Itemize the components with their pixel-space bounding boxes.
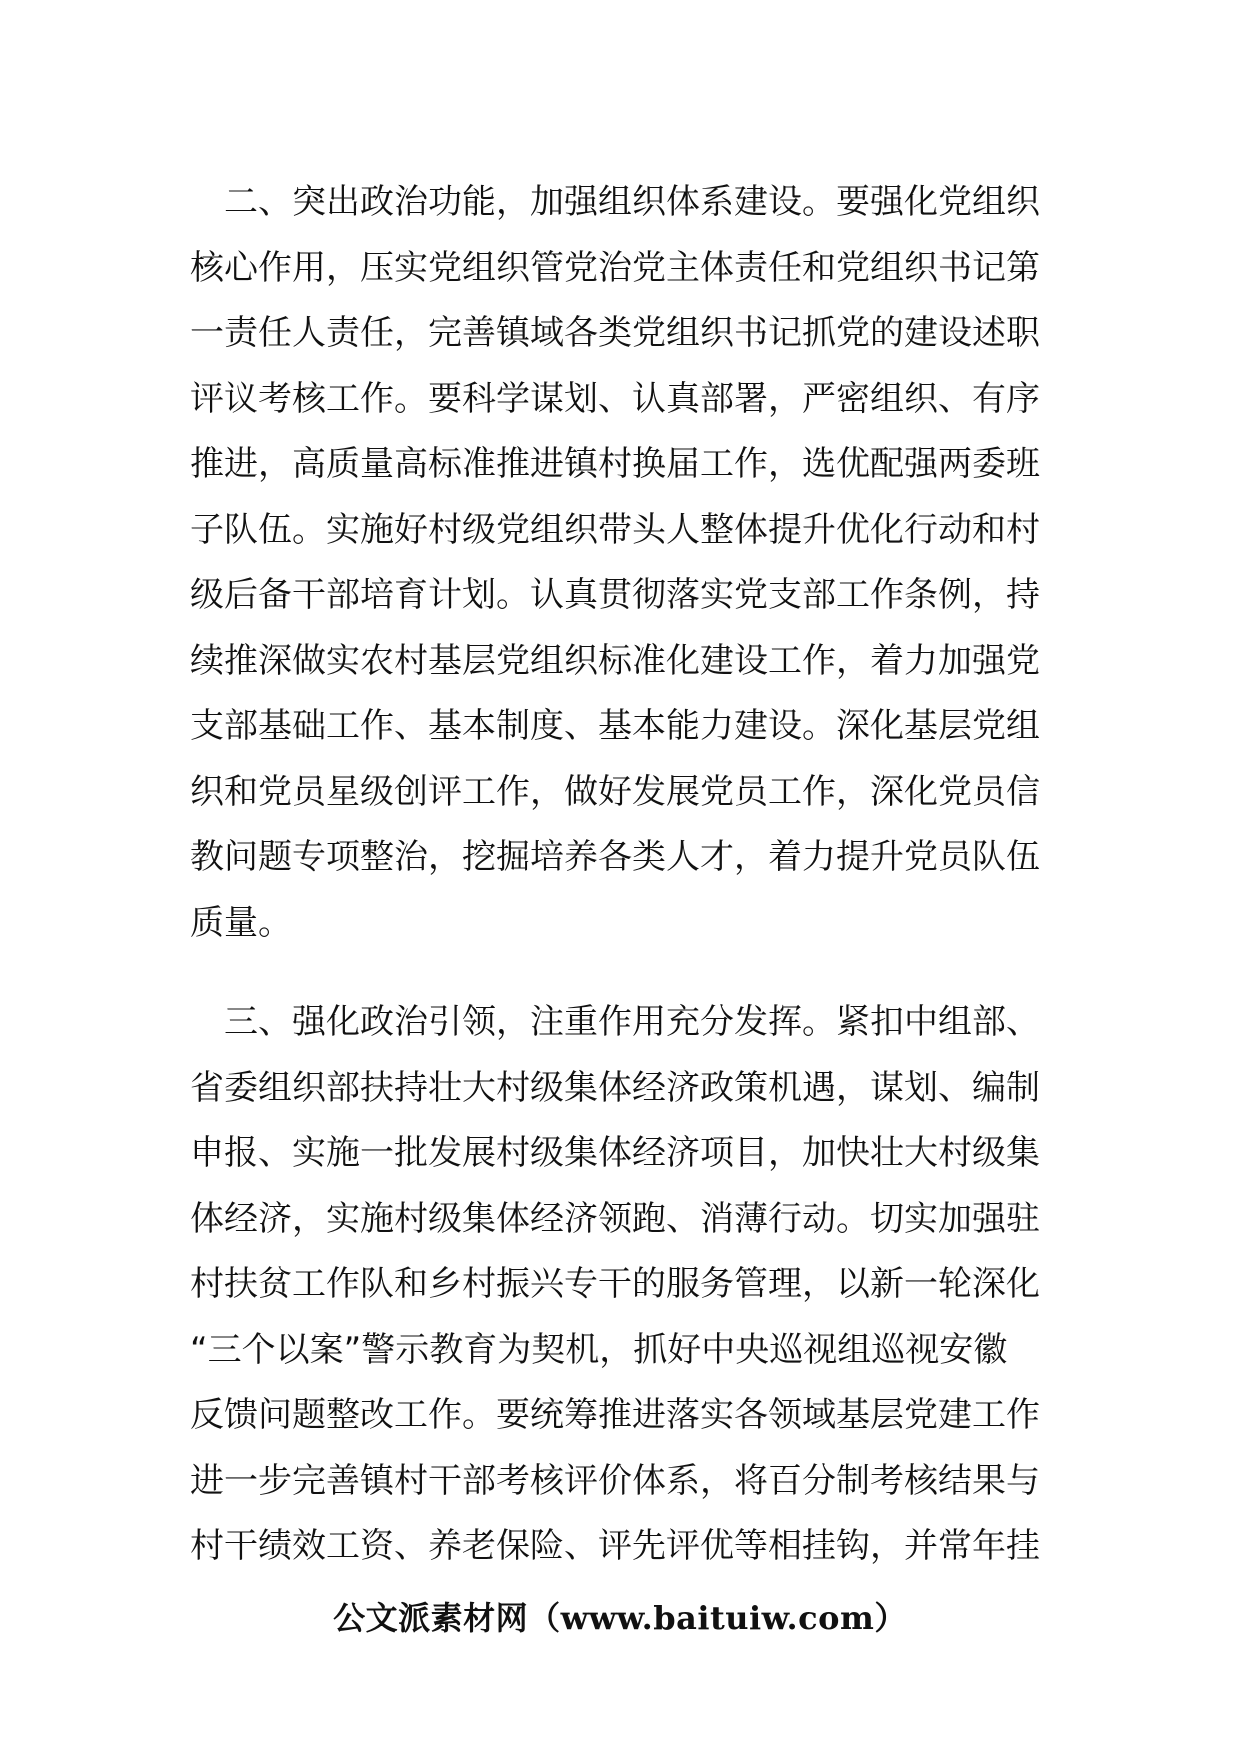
text-line: 反馈问题整改工作。要统筹推进落实各领域基层党建工作 bbox=[190, 1395, 1040, 1435]
text-line: 织和党员星级创评工作，做好发展党员工作，深化党员信 bbox=[190, 771, 1040, 812]
text-line: 一责任人责任，完善镇域各类党组织书记抓党的建设述职 bbox=[190, 313, 1040, 353]
text-line: 推进，高质量高标准推进镇村换届工作，选优配强两委班 bbox=[190, 444, 1040, 484]
text-line: “三个以案”警示教育为契机，抓好中央巡视组巡视安徽 bbox=[190, 1329, 1008, 1370]
text-line: 核心作用，压实党组织管党治党主体责任和党组织书记第 bbox=[190, 247, 1040, 288]
text-line: 村干绩效工资、养老保险、评先评优等相挂钩，并常年挂 bbox=[190, 1526, 1040, 1566]
text-line: 体经济，实施村级集体经济领跑、消薄行动。切实加强驻 bbox=[190, 1198, 1040, 1239]
page-footer: 公文派素材网（www.baituiw.com） bbox=[333, 1599, 907, 1637]
text-line: 评议考核工作。要科学谋划、认真部署，严密组织、有序 bbox=[190, 378, 1040, 419]
text-line: 支部基础工作、基本制度、基本能力建设。深化基层党组 bbox=[190, 706, 1040, 746]
text-line: 省委组织部扶持壮大村级集体经济政策机遇，谋划、编制 bbox=[190, 1067, 1040, 1108]
paragraph-2 bbox=[190, 170, 1060, 956]
text-line: 三、强化政治引领，注重作用充分发挥。紧扣中组部、 bbox=[190, 1002, 1040, 1042]
text-line: 二、突出政治功能，加强组织体系建设。要强化党组织 bbox=[190, 182, 1040, 222]
text-line: 质量。 bbox=[190, 902, 292, 943]
text-line: 教问题专项整治，挖掘培养各类人才，着力提升党员队伍 bbox=[190, 837, 1040, 877]
text-line: 进一步完善镇村干部考核评价体系，将百分制考核结果与 bbox=[190, 1460, 1040, 1501]
text-line: 级后备干部培育计划。认真贯彻落实党支部工作条例，持 bbox=[190, 575, 1040, 615]
text-line: 子队伍。实施好村级党组织带头人整体提升优化行动和村 bbox=[190, 509, 1040, 550]
document-body bbox=[190, 170, 1060, 1614]
text-line: 申报、实施一批发展村级集体经济项目，加快壮大村级集 bbox=[190, 1133, 1040, 1173]
text-line: 续推深做实农村基层党组织标准化建设工作，着力加强党 bbox=[190, 640, 1040, 681]
text-line: 村扶贫工作队和乡村振兴专干的服务管理，以新一轮深化 bbox=[190, 1264, 1040, 1304]
paragraph-3 bbox=[190, 990, 1060, 1580]
